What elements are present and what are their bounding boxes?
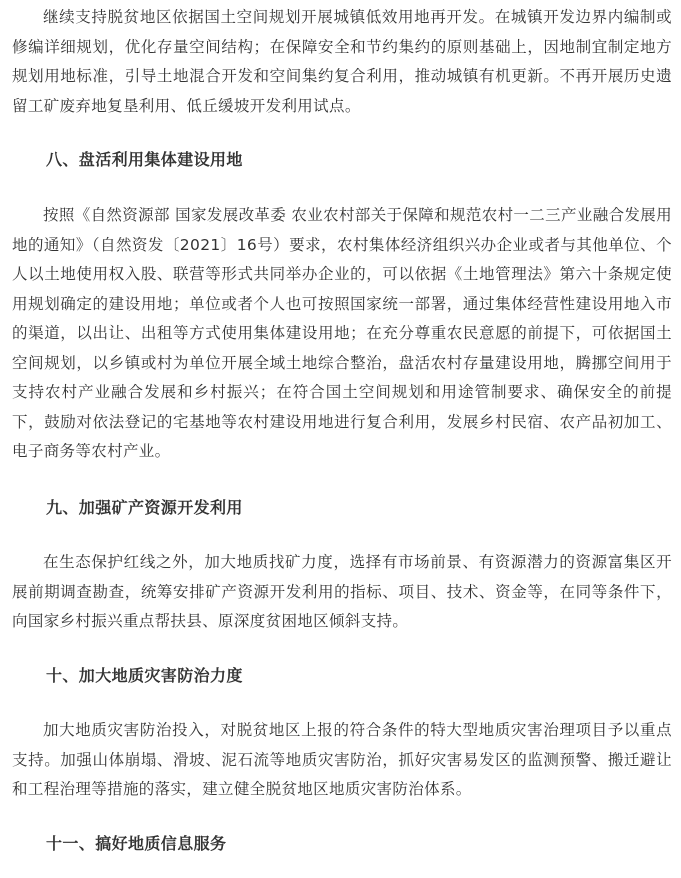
- section-heading-8: 八、盘活利用集体建设用地: [46, 150, 243, 169]
- paragraph-section-10: 加大地质灾害防治投入，对脱贫地区上报的符合条件的特大型地质灾害治理项目予以重点支持。加强山体崩塌、滑坡、泥石流等地质灾害防治，抓好灾害易发区的监测预警、搬迁避让和工程治理等措施的落实，建立健全脱贫地区地质灾害防治体系。: [12, 721, 672, 798]
- paragraph-land-reuse: 继续支持脱贫地区依据国土空间规划开展城镇低效用地再开发。在城镇开发边界内编制或修编详细规划，优化存量空间结构；在保障安全和节约集约的原则基础上，因地制宜制定地方规划用地标准，引导土地混合开发和空间集约复合利用，推动城镇有机更新。不再开展历史遗留工矿废弃地复垦利用、低丘缓坡开发利用试点。: [12, 8, 672, 115]
- section-heading-11: 十一、搞好地质信息服务: [46, 834, 227, 853]
- section-heading-9: 九、加强矿产资源开发利用: [46, 498, 243, 517]
- paragraph-section-8: 按照《自然资源部 国家发展改革委 农业农村部关于保障和规范农村一二三产业融合发展用地的通知》（自然资发〔2021〕16号）要求，农村集体经济组织兴办企业或者与其他单位、个人以土地使用权入股、联营等形式共同举办企业的，可以依据《土地管理法》第六十条规定使用规划确定的建设用地；单位或者个人也可按照国家统一部署，通过集体经营性建设用地入市的渠道，以出让、出租等方式使用集体建设用地；在充分尊重农民意愿的前提下，可依据国土空间规划，以乡镇或村为单位开展全域土地综合整治，盘活农村存量建设用地，腾挪空间用于支持农村产业融合发展和乡村振兴；在符合国土空间规划和用途管制要求、确保安全的前提下，鼓励对依法登记的宅基地等农村建设用地进行复合利用，发展乡村民宿、农产品初加工、电子商务等农村产业。: [12, 206, 672, 460]
- section-heading-10: 十、加大地质灾害防治力度: [46, 666, 243, 685]
- paragraph-section-9: 在生态保护红线之外，加大地质找矿力度，选择有市场前景、有资源潜力的资源富集区开展前期调查勘查，统筹安排矿产资源开发利用的指标、项目、技术、资金等，在同等条件下，向国家乡村振兴重点帮扶县、原深度贫困地区倾斜支持。: [12, 553, 672, 630]
